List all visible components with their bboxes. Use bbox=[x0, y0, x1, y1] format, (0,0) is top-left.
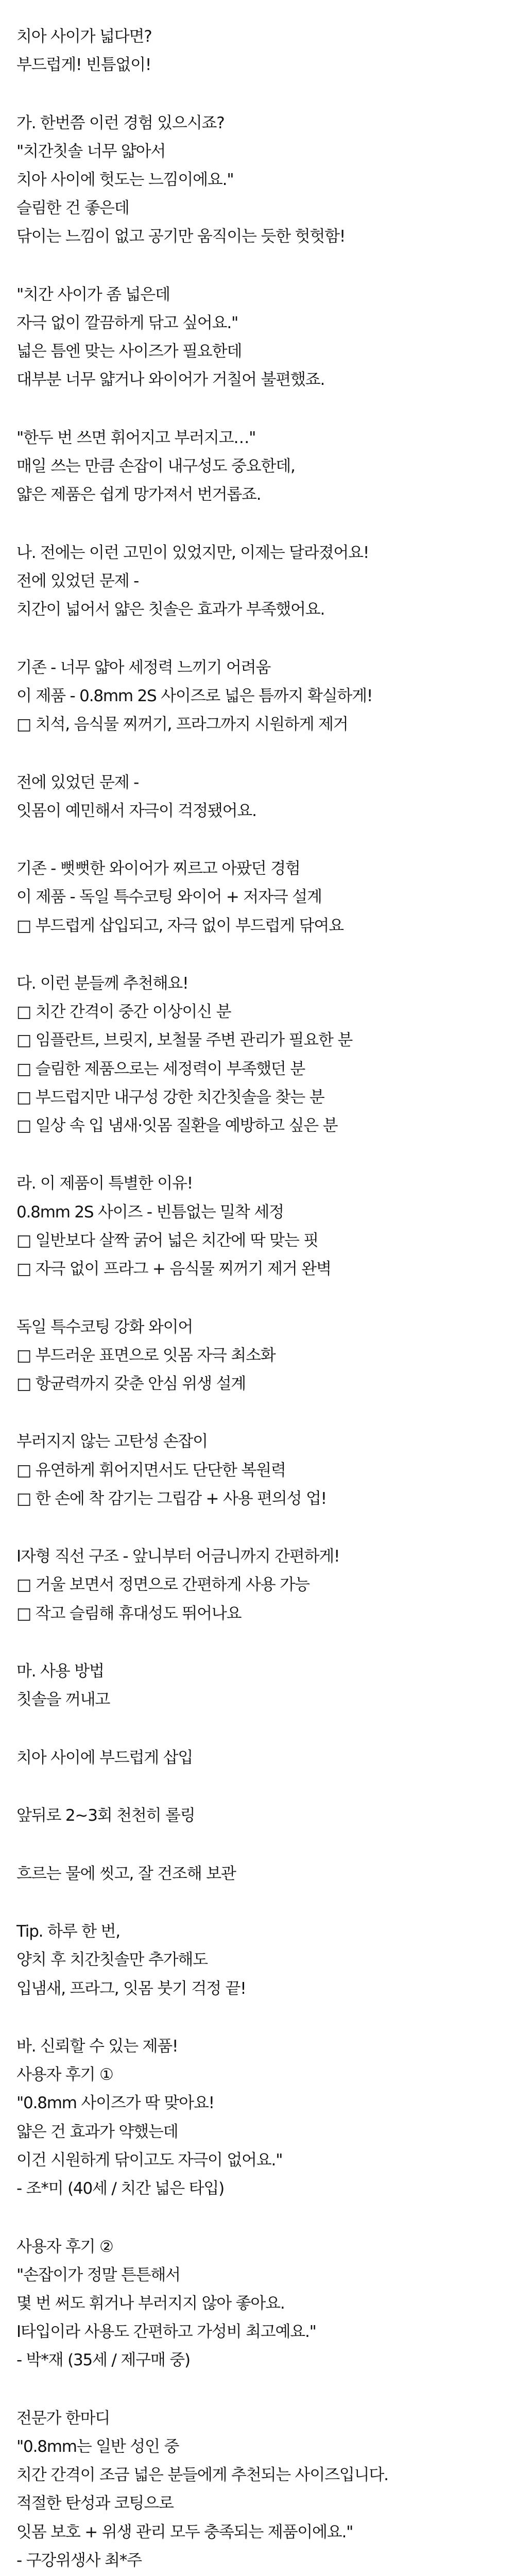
paragraph-spacer bbox=[16, 1628, 499, 1657]
text-line: 몇 번 써도 휘거나 부러지지 않아 좋아요. bbox=[16, 2294, 285, 2313]
paragraph-spacer bbox=[16, 624, 499, 653]
text-line: □ 일반보다 살짝 굵어 넓은 치간에 딱 맞는 핏 bbox=[16, 1231, 319, 1250]
text-line: 이 제품 - 0.8mm 2S 사이즈로 넓은 틈까지 확실하게! bbox=[16, 686, 373, 705]
text-line: 라. 이 제품이 특별한 이유! bbox=[16, 1174, 193, 1193]
text-line: "0.8mm는 일반 성인 중 bbox=[16, 2437, 179, 2456]
paragraph bbox=[16, 1428, 499, 1513]
paragraph bbox=[16, 970, 499, 1140]
paragraph-spacer bbox=[16, 510, 499, 539]
text-line: 이건 시원하게 닦이고도 자극이 없어요." bbox=[16, 2150, 283, 2170]
text-line: - 구강위생사 최*주 bbox=[16, 2551, 142, 2570]
paragraph bbox=[16, 1802, 499, 1830]
paragraph-spacer bbox=[16, 1888, 499, 1918]
text-line: □ 부드럽지만 내구성 강한 치간칫솔을 찾는 분 bbox=[16, 1088, 324, 1107]
text-line: Tip. 하루 한 번, bbox=[16, 1922, 120, 1941]
paragraph bbox=[16, 539, 499, 624]
paragraph-spacer bbox=[16, 1283, 499, 1313]
paragraph-spacer bbox=[16, 1398, 499, 1428]
paragraph-spacer bbox=[16, 1830, 499, 1859]
text-line: "손잡이가 정말 튼튼해서 bbox=[16, 2265, 180, 2284]
text-line: 넓은 틈엔 맞는 사이즈가 필요한데 bbox=[16, 342, 242, 361]
text-line: "한두 번 쓰면 휘어지고 부러지고…" bbox=[16, 428, 256, 447]
text-line: □ 한 손에 착 감기는 그립감 + 사용 편의성 업! bbox=[16, 1489, 327, 1508]
text-line: 슬림한 건 좋은데 bbox=[16, 199, 129, 218]
paragraph bbox=[16, 281, 499, 395]
text-line: □ 자극 없이 프라그 + 음식물 찌꺼기 제거 완벽 bbox=[16, 1260, 331, 1279]
paragraph-spacer bbox=[16, 251, 499, 281]
text-line: "치간 사이가 좀 넓은데 bbox=[16, 285, 170, 304]
text-line: 다. 이런 분들께 추천해요! bbox=[16, 974, 188, 993]
text-line: □ 임플란트, 브릿지, 보철물 주변 관리가 필요한 분 bbox=[16, 1031, 353, 1050]
text-line: 가. 한번쯤 이런 경험 있으시죠? bbox=[16, 113, 225, 132]
text-line: 이 제품 - 독일 특수코팅 와이어 + 저자극 설계 bbox=[16, 888, 322, 907]
text-line: 자극 없이 깔끔하게 닦고 싶어요." bbox=[16, 314, 238, 333]
text-line: □ 치석, 음식물 찌꺼기, 프라그까지 시원하게 제거 bbox=[16, 715, 348, 734]
paragraph bbox=[16, 855, 499, 940]
paragraph-spacer bbox=[16, 2003, 499, 2032]
paragraph bbox=[16, 1657, 499, 1714]
text-line: □ 부드럽게 삽입되고, 자극 없이 부드럽게 닦여요 bbox=[16, 916, 344, 935]
text-line: 흐르는 물에 씻고, 잘 건조해 보관 bbox=[16, 1864, 236, 1883]
paragraph-spacer bbox=[16, 739, 499, 768]
text-line: 적절한 탄성과 코팅으로 bbox=[16, 2494, 174, 2513]
paragraph bbox=[16, 1860, 499, 1888]
paragraph bbox=[16, 769, 499, 825]
paragraph bbox=[16, 23, 499, 79]
text-line: 부러지지 않는 고탄성 손잡이 bbox=[16, 1432, 208, 1451]
paragraph bbox=[16, 654, 499, 739]
text-line: 치간 간격이 조금 넓은 분들에게 추천되는 사이즈입니다. bbox=[16, 2466, 388, 2485]
text-line: 치간이 넓어서 얇은 칫솔은 효과가 부족했어요. bbox=[16, 600, 325, 619]
text-line: □ 부드러운 표면으로 잇몸 자극 최소화 bbox=[16, 1346, 276, 1365]
paragraph-spacer bbox=[16, 1140, 499, 1170]
text-line: - 박*재 (35세 / 제구매 중) bbox=[16, 2351, 190, 2370]
text-line: I타입이라 사용도 간편하고 가성비 최고예요." bbox=[16, 2323, 316, 2342]
paragraph bbox=[16, 1744, 499, 1772]
paragraph bbox=[16, 1543, 499, 1628]
paragraph-spacer bbox=[16, 395, 499, 424]
text-line: 잇몸 보호 + 위생 관리 모두 충족되는 제품이에요." bbox=[16, 2522, 353, 2541]
paragraph bbox=[16, 2233, 499, 2375]
text-line: 마. 사용 방법 bbox=[16, 1662, 104, 1681]
text-line: □ 유연하게 휘어지면서도 단단한 복원력 bbox=[16, 1461, 286, 1480]
text-line: 치아 사이에 헛도는 느낌이에요." bbox=[16, 171, 234, 190]
paragraph-spacer bbox=[16, 825, 499, 855]
paragraph-spacer bbox=[16, 2203, 499, 2232]
text-line: 대부분 너무 얇거나 와이어가 거칠어 불편했죠. bbox=[16, 370, 325, 389]
text-line: □ 거울 보면서 정면으로 간편하게 사용 가능 bbox=[16, 1575, 310, 1595]
paragraph-spacer bbox=[16, 2375, 499, 2404]
paragraph bbox=[16, 2032, 499, 2203]
text-line: 사용자 후기 ① bbox=[16, 2065, 113, 2084]
paragraph-spacer bbox=[16, 1513, 499, 1543]
text-line: 나. 전에는 이런 고민이 있었지만, 이제는 달라졌어요! bbox=[16, 543, 369, 562]
text-line: 전문가 한마디 bbox=[16, 2409, 110, 2428]
paragraph-spacer bbox=[16, 1772, 499, 1802]
text-line: 기존 - 너무 얇아 세정력 느끼기 어려움 bbox=[16, 658, 271, 677]
text-line: 입냄새, 프라그, 잇몸 붓기 걱정 끝! bbox=[16, 1979, 246, 1998]
paragraph bbox=[16, 1170, 499, 1283]
text-line: 잇몸이 예민해서 자극이 걱정됐어요. bbox=[16, 801, 256, 820]
text-line: 독일 특수코팅 강화 와이어 bbox=[16, 1317, 193, 1336]
paragraph-spacer bbox=[16, 1714, 499, 1743]
text-line: 전에 있었던 문제 - bbox=[16, 773, 139, 792]
paragraph bbox=[16, 2404, 499, 2575]
text-line: 0.8mm 2S 사이즈 - 빈틈없는 밀착 세정 bbox=[16, 1202, 284, 1222]
text-line: □ 일상 속 입 냄새·잇몸 질환을 예방하고 싶은 분 bbox=[16, 1116, 338, 1135]
text-line: "0.8mm 사이즈가 딱 맞아요! bbox=[16, 2094, 214, 2113]
text-line: 양치 후 치간칫솔만 추가해도 bbox=[16, 1951, 208, 1970]
text-line: - 조*미 (40세 / 치간 넓은 타입) bbox=[16, 2179, 225, 2198]
text-line: 얇은 제품은 쉽게 망가져서 번거롭죠. bbox=[16, 485, 261, 504]
paragraph bbox=[16, 424, 499, 510]
text-line: 사용자 후기 ② bbox=[16, 2237, 113, 2256]
text-line: 치아 사이에 부드럽게 삽입 bbox=[16, 1748, 193, 1767]
text-line: 앞뒤로 2~3회 천천히 롤링 bbox=[16, 1806, 195, 1825]
text-line: 전에 있었던 문제 - bbox=[16, 572, 139, 590]
text-line: 칫솔을 꺼내고 bbox=[16, 1690, 110, 1709]
text-line: □ 작고 슬림해 휴대성도 뛰어나요 bbox=[16, 1604, 242, 1623]
text-line: 바. 신뢰할 수 있는 제품! bbox=[16, 2037, 178, 2056]
paragraph-spacer bbox=[16, 79, 499, 109]
text-line: 닦이는 느낌이 없고 공기만 움직이는 듯한 헛헛함! bbox=[16, 227, 346, 246]
text-line: 치아 사이가 넓다면? bbox=[16, 27, 152, 46]
text-line: □ 슬림한 제품으로는 세정력이 부족했던 분 bbox=[16, 1059, 305, 1078]
text-line: □ 치간 간격이 중간 이상이신 분 bbox=[16, 1003, 231, 1022]
text-line: □ 항균력까지 갖춘 안심 위생 설계 bbox=[16, 1374, 246, 1393]
paragraph-spacer bbox=[16, 940, 499, 970]
text-line: 기존 - 뻣뻣한 와이어가 찌르고 아팠던 경험 bbox=[16, 859, 300, 878]
paragraph bbox=[16, 1918, 499, 2003]
paragraph bbox=[16, 1313, 499, 1399]
paragraph bbox=[16, 109, 499, 251]
text-line: "치간칫솔 너무 얇아서 bbox=[16, 142, 166, 161]
text-line: 부드럽게! 빈틈없이! bbox=[16, 56, 151, 75]
text-line: 얇은 건 효과가 약했는데 bbox=[16, 2122, 178, 2141]
text-line: I자형 직선 구조 - 앞니부터 어금니까지 간편하게! bbox=[16, 1547, 340, 1566]
text-line: 매일 쓰는 만큼 손잡이 내구성도 중요한데, bbox=[16, 457, 295, 476]
